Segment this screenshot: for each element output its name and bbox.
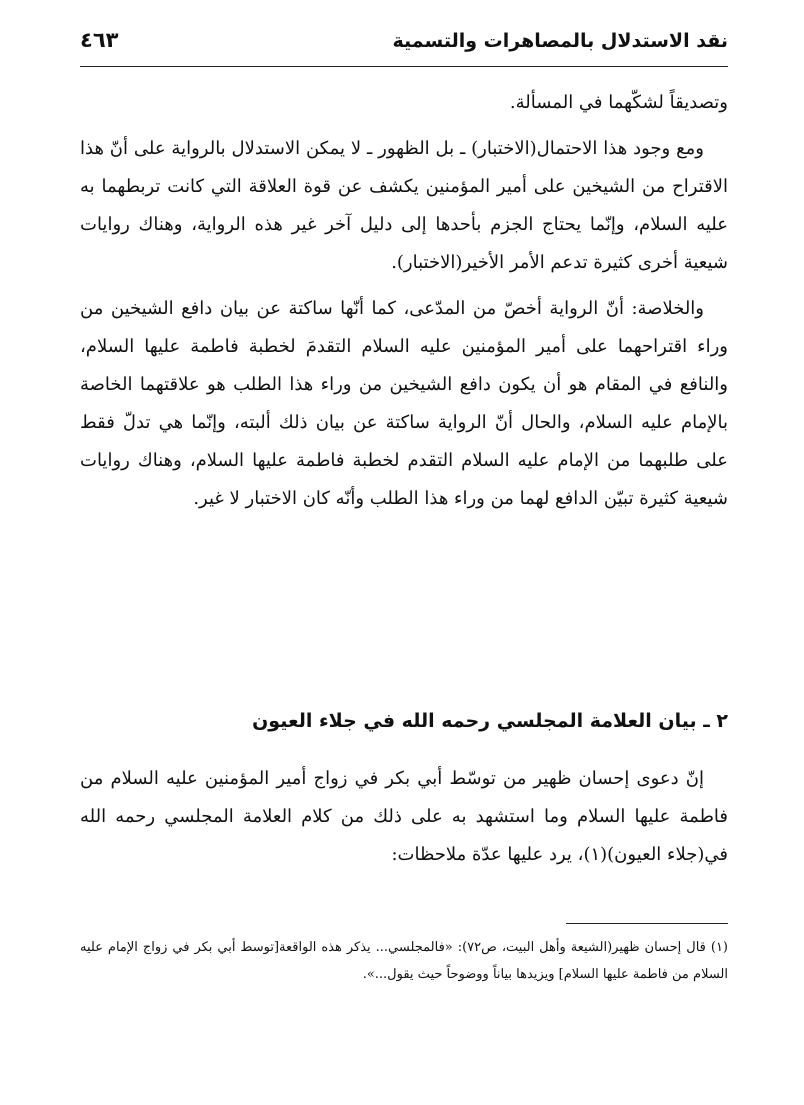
section-heading: ٢ ـ بيان العلامة المجلسي رحمه الله في جلاء العيون — [252, 710, 728, 732]
running-title: نقد الاستدلال بالمصاهرات والتسمية — [392, 30, 728, 52]
paragraph: وتصديقاً لشكّهما في المسألة. — [509, 92, 728, 113]
main-text — [80, 84, 728, 526]
footnote-divider — [566, 923, 728, 924]
paragraph: والخلاصة: أنّ الرواية أخصّ من المدّعى، كما أنّها ساكتة عن بيان دافع الشيخين من وراء اقتراحهما على أمير المؤمنين عليه السلام التقدمَ لخطبة فاطمة عليها السلام، والنافع في المقام هو أن يكون دافع الشيخين من وراء هذا الطلب هو علاقتهما الخاصة بالإمام عليه السلام، والحال أنّ الرواية ساكتة عن بيان ذلك ألبته، وإنّما هي تدلّ فقط على طلبهما من الإمام عليه السلام التقدم لخطبة فاطمة عليها السلام، وهناك روايات شيعية كثيرة تبيّن الدافع لهما من وراء هذا الطلب وأنّه كان الاختبار لا غير. — [80, 298, 728, 509]
paragraph: ومع وجود هذا الاحتمال(الاختبار) ـ بل الظهور ـ لا يمكن الاستدلال بالرواية على أنّ هذا الاقتراح من الشيخين على أمير المؤمنين يكشف عن قوة العلاقة التي كانت تربطهما به عليه السلام، وإنّما يحتاج الجزم بأحدها إلى دليل آخر غير هذه الرواية، وهناك روايات شيعية أخرى كثيرة تدعم الأمر الأخير(الاختبار). — [80, 138, 728, 273]
page-number: ٤٦٣ — [80, 28, 119, 52]
footnote-text: (١) قال إحسان ظهير(الشيعة وأهل البيت، ص٧٢): «فالمجلسي... يذكر هذه الواقعة[توسط أبي بكر في زواج الإمام عليه السلام من فاطمة عليها السلام] ويزيدها بياناً ووضوحاً حيث يقول...». — [80, 940, 728, 982]
section-text — [80, 760, 728, 874]
paragraph: إنّ دعوى إحسان ظهير من توسّط أبي بكر في زواج أمير المؤمنين عليه السلام من فاطمة عليها السلام وما استشهد به على ذلك من كلام العلامة المجلسي رحمه الله في(جلاء العيون)(١)، يرد عليها عدّة ملاحظات: — [80, 768, 728, 865]
footnote — [80, 934, 728, 988]
page-header — [80, 26, 728, 67]
